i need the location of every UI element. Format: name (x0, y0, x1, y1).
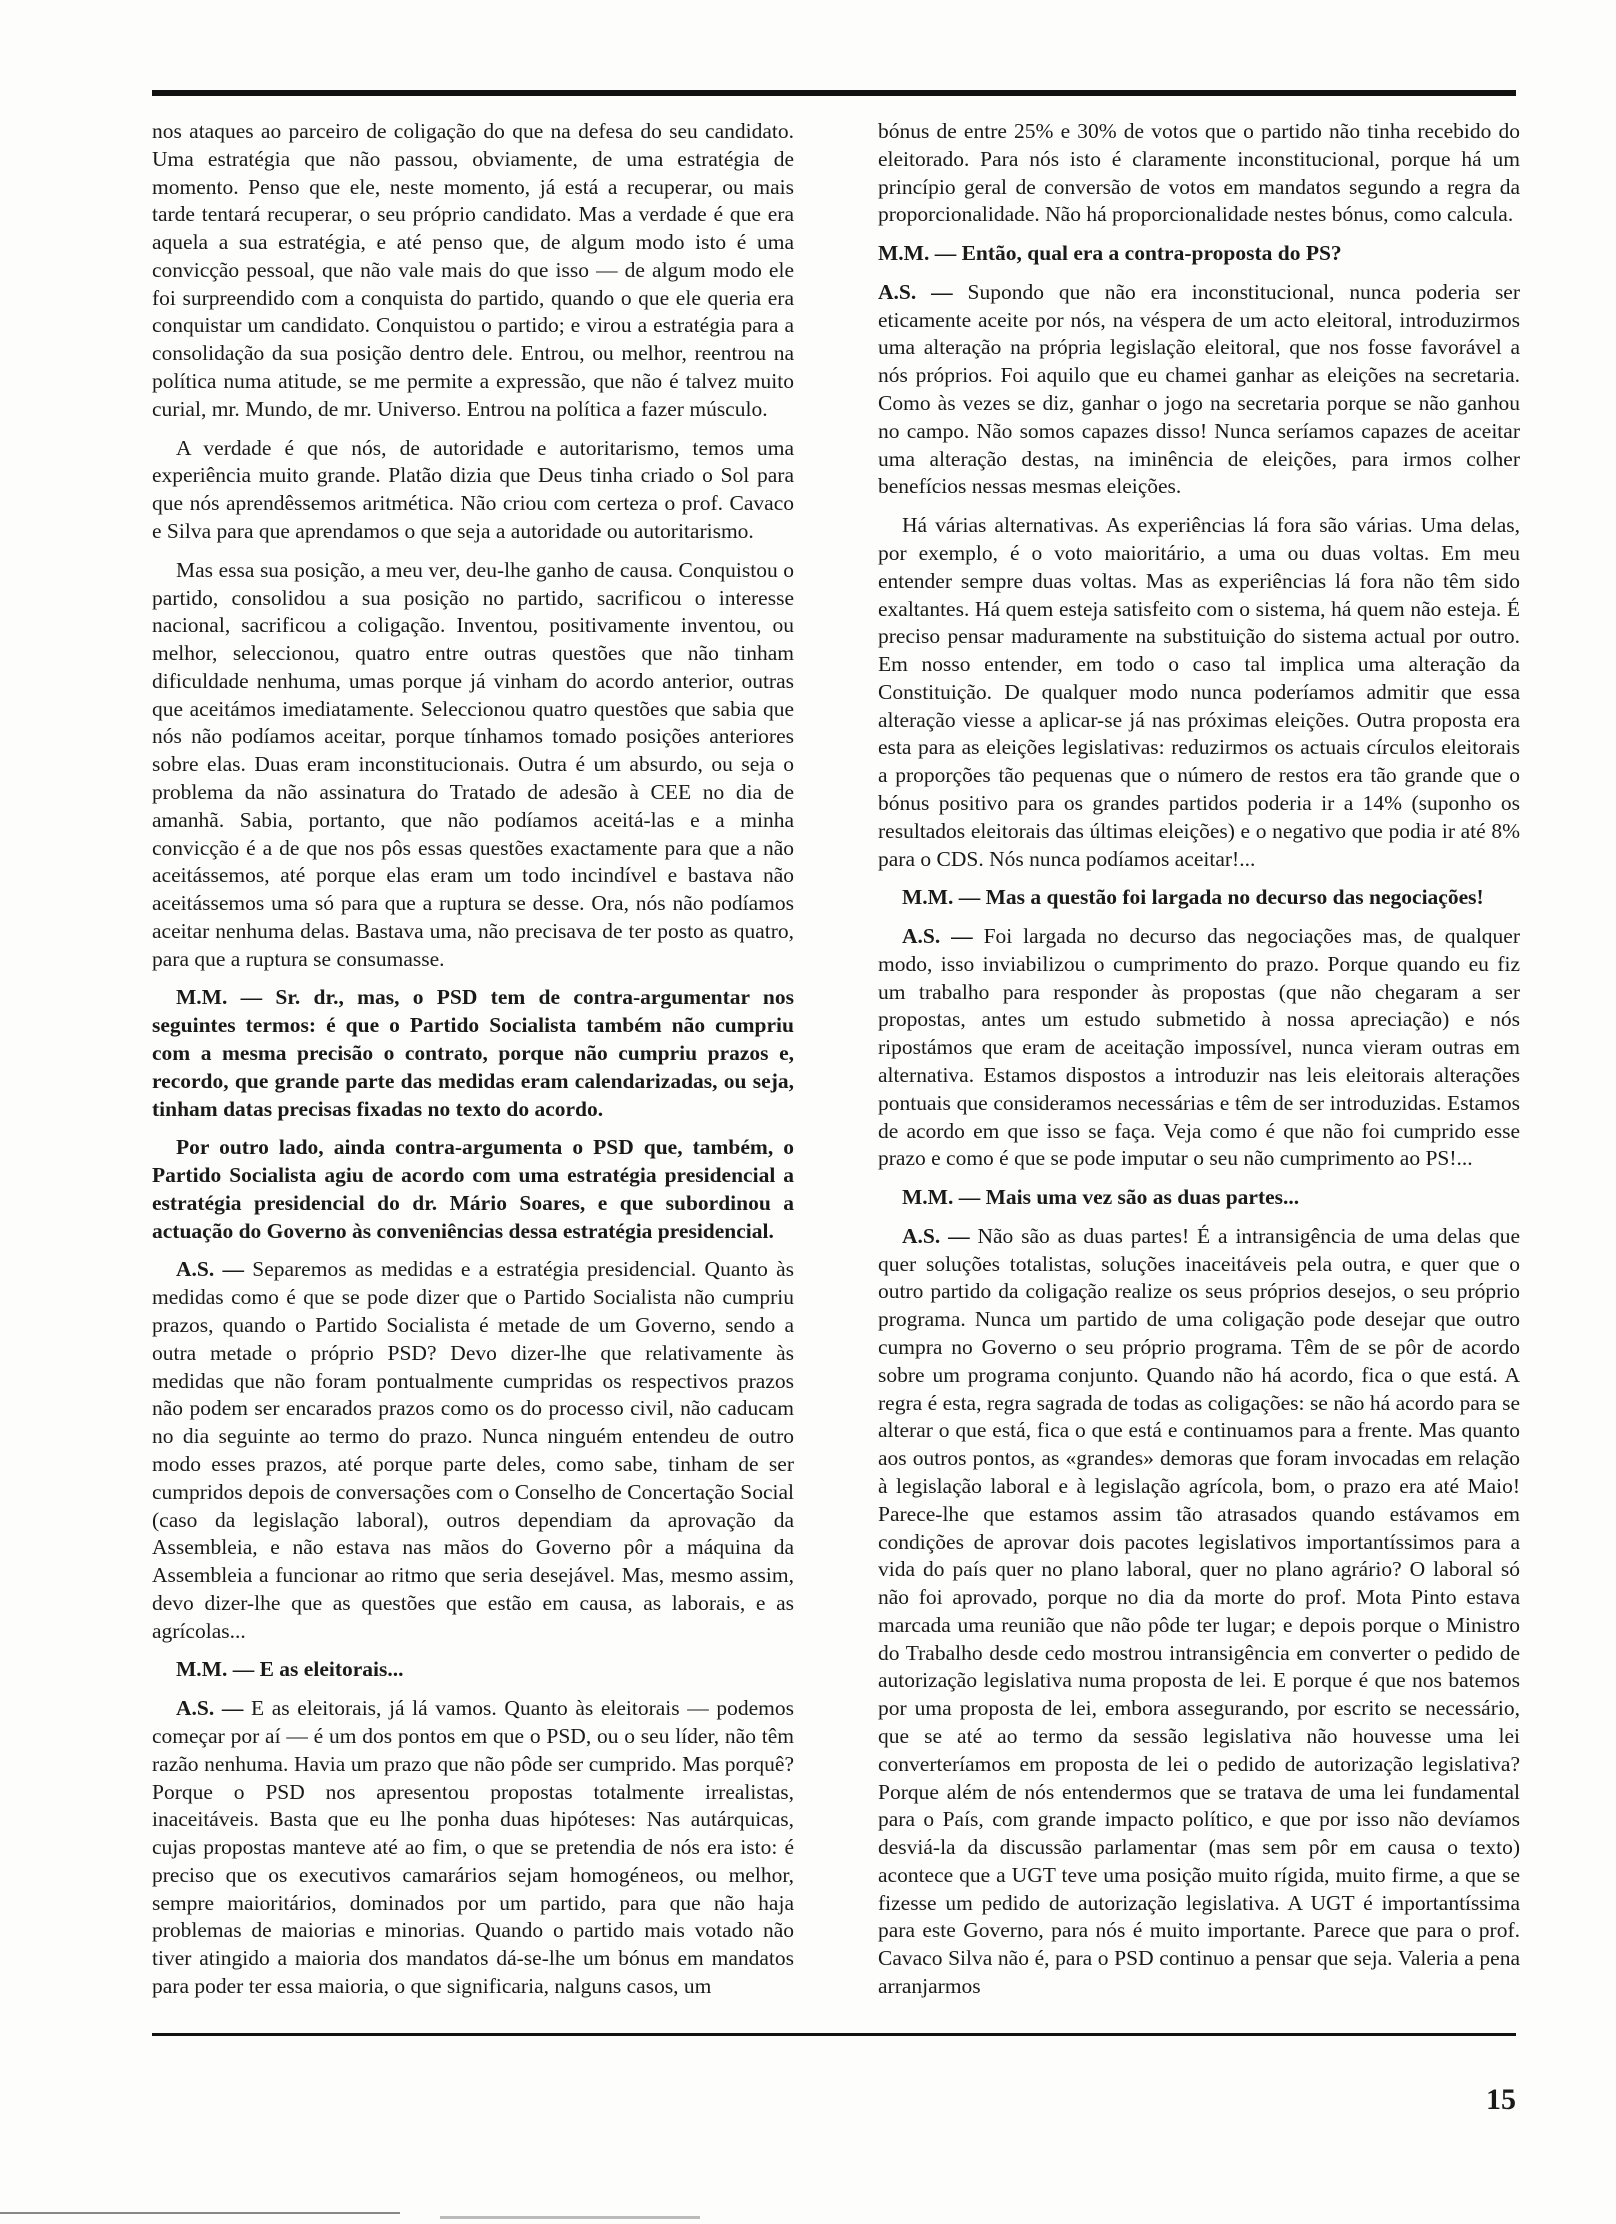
paragraph-text: Sr. dr., mas, o PSD tem de contra-argumentar nos seguintes termos: é que o Partido Socialista também não cumpriu com a mesma precisão o contrato, porque não cumpriu prazos e, recordo, que grande parte das medidas eram calendarizadas, ou seja, tinham datas precisas fixadas no texto do acordo. (152, 985, 794, 1121)
interview-answer (878, 1223, 1520, 2001)
speaker-label: A.S. — (902, 1223, 970, 1248)
paragraph-text: Por outro lado, ainda contra-argumenta o PSD que, também, o Partido Socialista agiu de acordo com uma estratégia presidencial a estratégia presidencial do dr. Mário Soares, e que subordinou a actuação do Governo às conveniências dessa estratégia presidencial. (152, 1135, 794, 1243)
interview-answer (152, 1695, 794, 2001)
speaker-label: M.M. — (902, 885, 981, 910)
interview-question (878, 884, 1520, 912)
paragraph (152, 557, 794, 974)
paragraph (878, 512, 1520, 873)
paragraph (152, 435, 794, 546)
speaker-label: M.M. — (176, 985, 263, 1010)
paragraph-text: bónus de entre 25% e 30% de votos que o partido não tinha recebido do eleitorado. Para nós isto é claramente inconstitucional, porque há um princípio geral de conversão de votos em mandatos segundo a regra da proporcionalidade. Não há proporcionalidade nestes bónus, como calcula. (878, 119, 1520, 227)
scan-edge-mark (0, 2212, 400, 2214)
paragraph-text: Mas a questão foi largada no decurso das negociações! (980, 885, 1484, 910)
left-column (152, 118, 794, 2012)
interview-question (878, 240, 1520, 268)
paragraph-text: Mas essa sua posição, a meu ver, deu-lhe ganho de causa. Conquistou o partido, consolidou a sua posição no partido, sacrificou o interesse nacional, sacrificou a coligação. Inventou, positivamente inventou, ou melhor, seleccionou, quatro entre outras questões que não tinham dificuldade nenhuma, umas porque já vinham do acordo anterior, outras que aceitámos imediatamente. Seleccionou quatro questões que sabia que nós não podíamos aceitar, porque tínhamos tomado posições anteriores sobre elas. Duas eram inconstitucionais. Outra é um absurdo, ou seja o problema da não assinatura do Tratado de adesão à CEE no dia de amanhã. Sabia, portanto, que não podíamos aceitá-las e a minha convicção é a de que nos pôs essas questões exactamente para que a não aceitássemos, até porque elas eram um todo incindível e bastava não aceitássemos uma só para que a ruptura se desse. Ora, nós não podíamos aceitar nenhuma delas. Bastava uma, não precisava de ter posto as quatro, para que a ruptura se consumasse. (152, 557, 794, 971)
paragraph-text: Separemos as medidas e a estratégia presidencial. Quanto às medidas como é que se pode dizer que o Partido Socialista não cumpriu prazos, quando o Partido Socialista é metade de um Governo, sendo a outra metade o próprio PSD? Devo dizer-lhe que relativamente às medidas que não foram pontualmente cumpridas os respectivos prazos não podem ser encarados prazos como os do processo civil, não caducam no dia seguinte ao termo do prazo. Nunca ninguém entendeu de outro modo esses prazos, até porque parte deles, como sabe, tinham de ser cumpridos depois de conversações com o Conselho de Concertação Social (caso da legislação laboral), outros dependiam da aprovação da Assembleia, e não estava nas mãos do Governo pôr a máquina da Assembleia a funcionar ao ritmo que seria desejável. Mas, mesmo assim, devo dizer-lhe que as questões que estão em causa, as laborais, e as agrícolas... (152, 1257, 794, 1643)
interview-question (152, 1656, 794, 1684)
right-column (878, 118, 1520, 2012)
paragraph-text: Mais uma vez são as duas partes... (980, 1185, 1300, 1210)
paragraph-text: Supondo que não era inconstitucional, nunca poderia ser eticamente aceite por nós, na véspera de um acto eleitoral, introduzirmos uma alteração na própria legislação eleitoral, que nos fosse favorável a nós próprios. Foi aquilo que eu chamei ganhar as eleições na secretaria. Como às vezes se diz, ganhar o jogo na secretaria porque se não ganhou no campo. Não somos capazes disso! Nunca seríamos capazes de aceitar uma alteração destas, na iminência de eleições, para irmos colher benefícios nessas mesmas eleições. (878, 279, 1521, 499)
page-number: 15 (1486, 2083, 1516, 2116)
paragraph-text: A verdade é que nós, de autoridade e autoritarismo, temos uma experiência muito grande. Platão dizia que Deus tinha criado o Sol para que nós aprendêssemos aritmética. Não criou com certeza o prof. Cavaco e Silva para que aprendamos o que seja a autoridade ou autoritarismo. (152, 435, 794, 543)
paragraph-text: nos ataques ao parceiro de coligação do que na defesa do seu candidato. Uma estratégia que não passou, obviamente, de uma estratégia de momento. Penso que ele, neste momento, já está a recuperar, ou mais tarde tentará recuperar, o seu próprio candidato. Mas a verdade é que era aquela a sua estratégia, e até penso que, de algum modo isto é uma convicção pessoal, que não vale mais do que isso — de algum modo ele foi surpreendido com a conquista do partido, quando o que ele queria era conquistar um candidato. Conquistou o partido; e virou a estratégia para a consolidação da sua posição dentro dele. Entrou, ou melhor, reentrou na política numa atitude, se me permite a expressão, que não é talvez muito curial, mr. Mundo, de mr. Universo. Entrou na política a fazer músculo. (152, 119, 794, 421)
bottom-rule (152, 2033, 1516, 2036)
speaker-label: A.S. — (176, 1696, 244, 1721)
speaker-label: M.M. — (176, 1657, 255, 1682)
interview-answer (878, 279, 1520, 501)
speaker-label: A.S. — (902, 924, 973, 949)
speaker-label: A.S. — (878, 279, 953, 304)
interview-question (152, 1134, 794, 1245)
paragraph-text: E as eleitorais... (254, 1657, 404, 1682)
paragraph-text: Não são as duas partes! É a intransigência de uma delas que quer soluções totalistas, soluções inaceitáveis pela outra, e quer que o outro partido da coligação realize os seus próprios desejos, o seu próprio programa. Nunca um partido de uma coligação pode desejar que outro cumpra no Governo o seu próprio programa. Têm de se pôr de acordo sobre um programa conjunto. Quando não há acordo, fica o que está. A regra é esta, regra sagrada de todas as coligações: se não há acordo para se alterar o que está, fica o que está e continuamos para a frente. Mas quanto aos outros pontos, as «grandes» demoras que foram invocadas em relação à legislação laboral e à legislação agrícola, bom, o prazo era até Maio! Parece-lhe que estamos assim tão atrasados quando estávamos em condições de aprovar dois pacotes legislativos importantíssimos para a vida do país quer no plano laboral, quer no plano agrário? O laboral só não foi aprovado, porque no dia da morte do prof. Mota Pinto estava marcada uma reunião que não pôde ter lugar; e depois porque o Ministro do Trabalho desde cedo mostrou intransigência em converter o pedido de autorização legislativa numa proposta de lei. E porque é que nos batemos por uma proposta de lei, embora assegurando, por escrito se necessário, que se até ao termo da sessão legislativa não houvesse uma lei converteríamos em proposta de lei o pedido de autorização legislativa? Porque além de nós entendermos que se tratava de uma lei fundamental para o País, com grande impacto político, e que por isso não devíamos desviá-la da discussão parlamentar (mas sem pôr em causa o texto) acontece que a UGT teve uma posição muito rígida, muito firme, a que se fizesse um pedido de autorização legislativa. A UGT é importantíssima para este Governo, para nós é muito importante. Parece que para o prof. Cavaco Silva não é, para o PSD continuo a pensar que seja. Valeria a pena arranjarmos (878, 1223, 1520, 1998)
scan-edge-mark (440, 2216, 700, 2219)
interview-answer (152, 1256, 794, 1645)
interview-question (878, 1184, 1520, 1212)
speaker-label: A.S. — (176, 1257, 244, 1282)
paragraph-text: Há várias alternativas. As experiências lá fora são várias. Uma delas, por exemplo, é o voto maioritário, a uma ou duas voltas. Em meu entender sempre duas voltas. Mas as experiências lá fora não têm sido exaltantes. Há quem esteja satisfeito com o sistema, há quem não esteja. É preciso pensar maduramente na substituição do sistema actual por outro. Em nosso entender, em todo o caso tal implica uma alteração da Constituição. De qualquer modo nunca poderíamos admitir que essa alteração viesse a aplicar-se já nas próximas eleições. Outra proposta era esta para as eleições legislativas: reduzirmos os actuais círculos eleitorais a proporções tão pequenas que o número de restos era tão grande que o bónus positivo para os grandes partidos poderia ir a 14% (suponho os resultados eleitorais das últimas eleições) e o negativo que podia ir até 8% para o CDS. Nós nunca podíamos aceitar!... (878, 513, 1520, 871)
speaker-label: M.M. — (902, 1185, 981, 1210)
speaker-label: M.M. — (878, 241, 957, 266)
top-rule (152, 90, 1516, 96)
paragraph (878, 118, 1520, 229)
interview-question (152, 984, 794, 1123)
paragraph-text: Foi largada no decurso das negociações mas, de qualquer modo, isso inviabilizou o cumprimento do prazo. Porque quando eu fiz um trabalho para responder às propostas (que não chegaram a ser propostas, antes um estudo submetido à nossa apreciação) e nós ripostámos que eram de aceitação impossível, nunca vieram outras em alternativa. Estamos dispostos a introduzir nas leis eleitorais alterações pontuais que consideramos necessárias e têm de ser introduzidas. Estamos de acordo em que isso se faça. Veja como é que não foi cumprido esse prazo e como é que se pode imputar o seu não cumprimento ao PS!... (878, 924, 1521, 1171)
paragraph-text: E as eleitorais, já lá vamos. Quanto às eleitorais — podemos começar por aí — é um dos pontos em que o PSD, ou o seu líder, não têm razão nenhuma. Havia um prazo que não pôde ser cumprido. Mas porquê? Porque o PSD nos apresentou propostas totalmente irrealistas, inaceitáveis. Basta que eu lhe ponha duas hipóteses: Nas autárquicas, cujas propostas manteve até ao fim, o que se pretendia de nós era isto: é preciso que os executivos camarários sejam homogéneos, ou melhor, sempre maioritários, dominados por um partido, para que não haja problemas de maiorias e minorias. Quando o partido mais votado não tiver atingido a maioria dos mandatos dá-se-lhe um bónus em mandatos para poder ter essa maioria, o que significaria, nalguns casos, um (152, 1696, 795, 1998)
paragraph-text: Então, qual era a contra-proposta do PS? (956, 241, 1342, 266)
paragraph (152, 118, 794, 424)
interview-answer (878, 923, 1520, 1173)
